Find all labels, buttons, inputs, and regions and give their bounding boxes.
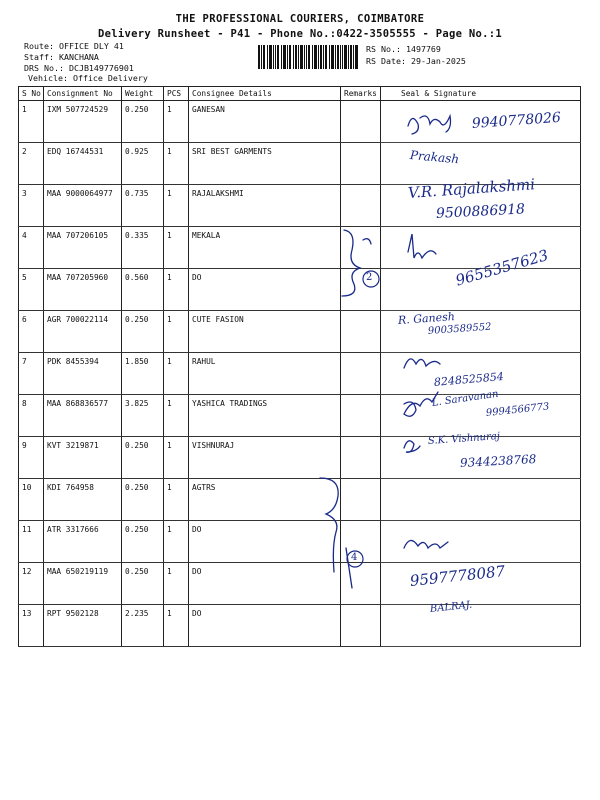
cell-weight: 0.925 bbox=[122, 143, 164, 185]
row5-count-circled: 2 bbox=[366, 272, 373, 283]
cell-weight: 3.825 bbox=[122, 395, 164, 437]
cell-weight: 0.735 bbox=[122, 185, 164, 227]
row8-name-handwritten: L. Saravanan bbox=[431, 388, 500, 409]
cell-sno: 5 bbox=[19, 269, 44, 311]
cell-pcs: 1 bbox=[164, 185, 189, 227]
cell-consignee: YASHICA TRADINGS bbox=[189, 395, 341, 437]
cell-consignment: KVT 3219871 bbox=[44, 437, 122, 479]
cell-sno: 1 bbox=[19, 101, 44, 143]
cell-consignment: ATR 3317666 bbox=[44, 521, 122, 563]
row6-phone-handwritten: 9003589552 bbox=[427, 321, 492, 337]
table-row bbox=[19, 521, 581, 563]
cell-remarks bbox=[341, 101, 381, 143]
cell-weight: 2.235 bbox=[122, 605, 164, 647]
cell-consignee: SRI BEST GARMENTS bbox=[189, 143, 341, 185]
cell-signature bbox=[381, 605, 581, 647]
row9-phone-handwritten: 9344238768 bbox=[459, 452, 537, 470]
row3-name-handwritten: V.R. Rajalakshmi bbox=[407, 175, 536, 202]
cell-sno: 7 bbox=[19, 353, 44, 395]
cell-consignee: DO bbox=[189, 269, 341, 311]
row6-name-handwritten: R. Ganesh bbox=[397, 310, 456, 327]
cell-consignment: MAA 9000064977 bbox=[44, 185, 122, 227]
cell-consignee: RAHUL bbox=[189, 353, 341, 395]
col-sno-header: S No bbox=[19, 87, 44, 101]
cell-weight: 0.250 bbox=[122, 563, 164, 605]
cell-signature bbox=[381, 227, 581, 269]
table-row bbox=[19, 311, 581, 353]
row7-phone-handwritten: 8248525854 bbox=[433, 369, 505, 389]
staff-label: Staff: KANCHANA bbox=[24, 52, 99, 62]
cell-sno: 3 bbox=[19, 185, 44, 227]
cell-weight: 0.250 bbox=[122, 311, 164, 353]
cell-remarks bbox=[341, 521, 381, 563]
row13-phone-handwritten: 9597778087 bbox=[409, 562, 506, 590]
cell-consignment: EDQ 16744531 bbox=[44, 143, 122, 185]
cell-pcs: 1 bbox=[164, 563, 189, 605]
route-label: Route: OFFICE DLY 41 bbox=[24, 41, 124, 51]
cell-sno: 4 bbox=[19, 227, 44, 269]
col-weight-header: Weight bbox=[122, 87, 164, 101]
cell-remarks bbox=[341, 563, 381, 605]
cell-weight: 0.250 bbox=[122, 521, 164, 563]
cell-consignment: MAA 707206105 bbox=[44, 227, 122, 269]
cell-consignment: MAA 650219119 bbox=[44, 563, 122, 605]
cell-weight: 0.250 bbox=[122, 437, 164, 479]
cell-consignment: AGR 700022114 bbox=[44, 311, 122, 353]
cell-weight: 0.335 bbox=[122, 227, 164, 269]
rs-date: RS Date: 29-Jan-2025 bbox=[366, 56, 466, 66]
cell-sno: 13 bbox=[19, 605, 44, 647]
cell-consignee: RAJALAKSHMI bbox=[189, 185, 341, 227]
barcode-image bbox=[258, 45, 358, 69]
cell-pcs: 1 bbox=[164, 143, 189, 185]
row1-phone-handwritten: 9940778026 bbox=[471, 109, 562, 132]
table-row bbox=[19, 605, 581, 647]
cell-pcs: 1 bbox=[164, 521, 189, 563]
col-remarks-header: Remarks bbox=[341, 87, 381, 101]
cell-remarks bbox=[341, 311, 381, 353]
col-pcs-header: PCS bbox=[164, 87, 189, 101]
cell-consignee: GANESAN bbox=[189, 101, 341, 143]
cell-pcs: 1 bbox=[164, 395, 189, 437]
cell-consignment: MAA 707205960 bbox=[44, 269, 122, 311]
col-consignment-header: Consignment No bbox=[44, 87, 122, 101]
cell-remarks bbox=[341, 143, 381, 185]
cell-weight: 0.250 bbox=[122, 101, 164, 143]
cell-weight: 0.560 bbox=[122, 269, 164, 311]
table-row bbox=[19, 479, 581, 521]
cell-remarks bbox=[341, 353, 381, 395]
row2-name-handwritten: Prakash bbox=[409, 148, 460, 167]
row9-name-handwritten: S.K. Vishnuraj bbox=[427, 430, 501, 447]
drs-number: DRS No.: DCJB149776901 bbox=[24, 63, 134, 73]
row5-phone-handwritten: 9655357623 bbox=[453, 246, 551, 290]
cell-consignee: MEKALA bbox=[189, 227, 341, 269]
cell-remarks bbox=[341, 269, 381, 311]
cell-consignee: CUTE FASION bbox=[189, 311, 341, 353]
cell-sno: 10 bbox=[19, 479, 44, 521]
cell-sno: 8 bbox=[19, 395, 44, 437]
cell-consignment: PDK 8455394 bbox=[44, 353, 122, 395]
cell-consignee: VISHNURAJ bbox=[189, 437, 341, 479]
cell-pcs: 1 bbox=[164, 269, 189, 311]
cell-remarks bbox=[341, 479, 381, 521]
row8-phone-handwritten: 9994566773 bbox=[485, 401, 550, 419]
cell-remarks bbox=[341, 185, 381, 227]
col-signature-header: Seal & Signature bbox=[381, 87, 581, 101]
row12-count-circled: 4 bbox=[351, 552, 358, 563]
col-consignee-header: Consignee Details bbox=[189, 87, 341, 101]
company-name: THE PROFESSIONAL COURIERS, COIMBATORE bbox=[175, 13, 425, 25]
cell-pcs: 1 bbox=[164, 353, 189, 395]
cell-weight: 1.850 bbox=[122, 353, 164, 395]
cell-sno: 6 bbox=[19, 311, 44, 353]
cell-consignee: AGTRS bbox=[189, 479, 341, 521]
cell-sno: 11 bbox=[19, 521, 44, 563]
cell-sno: 12 bbox=[19, 563, 44, 605]
cell-remarks bbox=[341, 605, 381, 647]
cell-pcs: 1 bbox=[164, 479, 189, 521]
cell-pcs: 1 bbox=[164, 437, 189, 479]
cell-weight: 0.250 bbox=[122, 479, 164, 521]
cell-sno: 2 bbox=[19, 143, 44, 185]
cell-remarks bbox=[341, 395, 381, 437]
cell-sno: 9 bbox=[19, 437, 44, 479]
cell-pcs: 1 bbox=[164, 227, 189, 269]
vehicle-label: Vehicle: Office Delivery bbox=[28, 73, 148, 83]
cell-remarks bbox=[341, 227, 381, 269]
cell-consignee: DO bbox=[189, 605, 341, 647]
table-header-row bbox=[19, 87, 581, 101]
rs-number: RS No.: 1497769 bbox=[366, 44, 441, 54]
cell-consignment: KDI 764958 bbox=[44, 479, 122, 521]
cell-pcs: 1 bbox=[164, 605, 189, 647]
cell-pcs: 1 bbox=[164, 311, 189, 353]
cell-consignment: MAA 868836577 bbox=[44, 395, 122, 437]
cell-consignment: IXM 507724529 bbox=[44, 101, 122, 143]
cell-signature bbox=[381, 479, 581, 521]
cell-pcs: 1 bbox=[164, 101, 189, 143]
cell-consignee: DO bbox=[189, 563, 341, 605]
cell-consignment: RPT 9502128 bbox=[44, 605, 122, 647]
row13-name-handwritten: BALRAJ. bbox=[429, 599, 473, 615]
row3-phone-handwritten: 9500886918 bbox=[435, 201, 526, 222]
runsheet-title: Delivery Runsheet - P41 - Phone No.:0422-3505555 - Page No.:1 bbox=[98, 28, 502, 40]
cell-consignee: DO bbox=[189, 521, 341, 563]
cell-signature bbox=[381, 521, 581, 563]
cell-remarks bbox=[341, 437, 381, 479]
